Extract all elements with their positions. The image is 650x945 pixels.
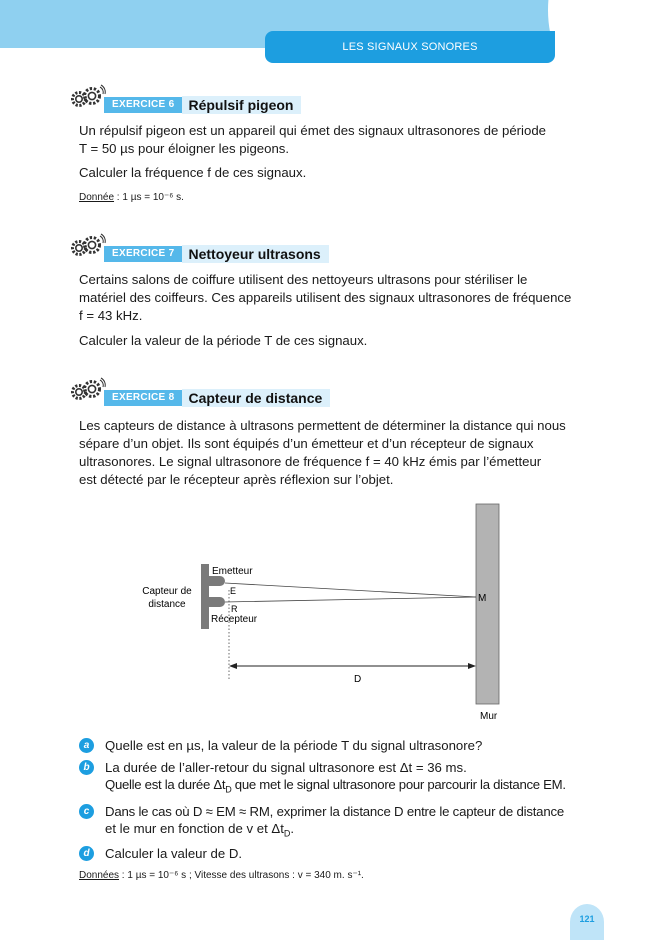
distance-sensor-diagram [0, 495, 650, 730]
exercise-8-donnees [79, 870, 364, 881]
donnee-label: Donnée [79, 192, 115, 203]
question-a-text: Quelle est en µs, la valeur de la période T du signal ultrasonore? [105, 738, 483, 753]
exercise-8-title: Capteur de distance [182, 389, 330, 407]
point-e-label: E [230, 586, 237, 596]
exercise-6-question: Calculer la fréquence f de ces signaux. [79, 165, 307, 180]
question-c-text [105, 803, 577, 843]
point-m-label: M [478, 593, 487, 604]
chapter-title: LES SIGNAUX SONORES [265, 31, 555, 63]
question-b-sub: D [225, 784, 232, 795]
wall [476, 504, 499, 704]
emetteur-label: Emetteur [212, 566, 253, 577]
question-c-line-2-pre: et le mur en fonction de v et Δt [105, 821, 284, 836]
exercise-7-title: Nettoyeur ultrasons [182, 245, 328, 263]
question-b-line-2 [105, 777, 566, 795]
question-a [79, 737, 579, 755]
gears-icon [70, 84, 106, 110]
exercise-6-line-2: T = 50 µs pour éloigner les pigeons. [79, 141, 290, 156]
ray-mr [225, 597, 476, 602]
sensor-label-2: distance [148, 599, 186, 610]
exercise-6-tag: EXERCICE 6 [104, 97, 182, 113]
exercise-8-line-2: sépare d’un objet. Ils sont équipés d’un émetteur et d’un récepteur de signaux [79, 436, 534, 451]
question-b-line-2-post: que met le signal ultrasonore pour parcourir la distance EM. [231, 777, 566, 792]
point-r-label: R [231, 604, 238, 614]
question-c-bullet: c [79, 804, 94, 819]
question-b-line-1: La durée de l’aller-retour du signal ultrasonore est Δt = 36 ms. [105, 760, 467, 775]
gears-icon [70, 233, 106, 259]
exercise-6-line-1: Un répulsif pigeon est un appareil qui émet des signaux ultrasonores de période [79, 123, 546, 138]
exercise-7-question: Calculer la valeur de la période T de ces signaux. [79, 333, 368, 348]
question-a-bullet: a [79, 738, 94, 753]
question-b-text [105, 759, 577, 799]
receiver [209, 597, 225, 607]
exercise-7-line-3: f = 43 kHz. [79, 308, 143, 323]
sensor-label-1: Capteur de [142, 586, 192, 597]
exercise-7-line-2: matériel des coiffeurs. Ces appareils utilisent des signaux ultrasonores de fréquence [79, 290, 572, 305]
question-c-line-2-post: . [290, 821, 295, 836]
exercise-6-title: Répulsif pigeon [182, 96, 301, 114]
donnee-value: : 1 µs = 10⁻⁶ s. [114, 192, 184, 203]
header-corner-curve [548, 0, 650, 130]
exercise-7-tag: EXERCICE 7 [104, 246, 182, 262]
exercise-8-statement [79, 417, 574, 489]
exercise-6-statement [79, 122, 574, 158]
question-d-bullet: d [79, 846, 94, 861]
exercise-6-donnee [79, 192, 184, 203]
emitter [209, 576, 225, 586]
exercise-6-heading [104, 96, 301, 114]
distance-d-label: D [354, 674, 362, 685]
question-c-sub: D [283, 828, 291, 839]
exercise-7-statement [79, 271, 574, 325]
exercise-8-line-3: ultrasonores. Le signal ultrasonore de fréquence f = 40 kHz émis par l’émetteur [79, 454, 542, 469]
question-c-line-2 [105, 821, 295, 839]
arrow-head-right [468, 663, 476, 669]
exercise-7-heading [104, 245, 329, 263]
arrow-head-left [229, 663, 237, 669]
exercise-8-line-1: Les capteurs de distance à ultrasons permettent de déterminer la distance qui nous [79, 418, 566, 433]
question-d [79, 845, 579, 863]
recepteur-label: Récepteur [211, 614, 258, 625]
exercise-7-line-1: Certains salons de coiffure utilisent des nettoyeurs ultrasons pour stériliser le [79, 272, 528, 287]
question-c [79, 803, 579, 843]
gears-icon [70, 377, 106, 403]
donnees-label: Données [79, 870, 120, 881]
wall-label: Mur [480, 711, 498, 722]
exercise-8-line-4: est détecté par le récepteur après réflexion sur l’objet. [79, 472, 394, 487]
question-c-line-1: Dans le cas où D ≈ EM ≈ RM, exprimer la distance D entre le capteur de distance [105, 804, 564, 819]
question-b-bullet: b [79, 760, 94, 775]
question-b-line-2-pre: Quelle est la durée Δt [105, 777, 226, 792]
ray-em [225, 583, 476, 597]
question-d-text: Calculer la valeur de D. [105, 846, 243, 861]
sensor-body [201, 564, 209, 629]
page-number: 121 [570, 904, 604, 940]
exercise-8-heading [104, 389, 330, 407]
exercise-8-tag: EXERCICE 8 [104, 390, 182, 406]
question-b [79, 759, 579, 799]
donnees-value: : 1 µs = 10⁻⁶ s ; Vitesse des ultrasons : v = 340 m. s⁻¹. [119, 870, 364, 881]
